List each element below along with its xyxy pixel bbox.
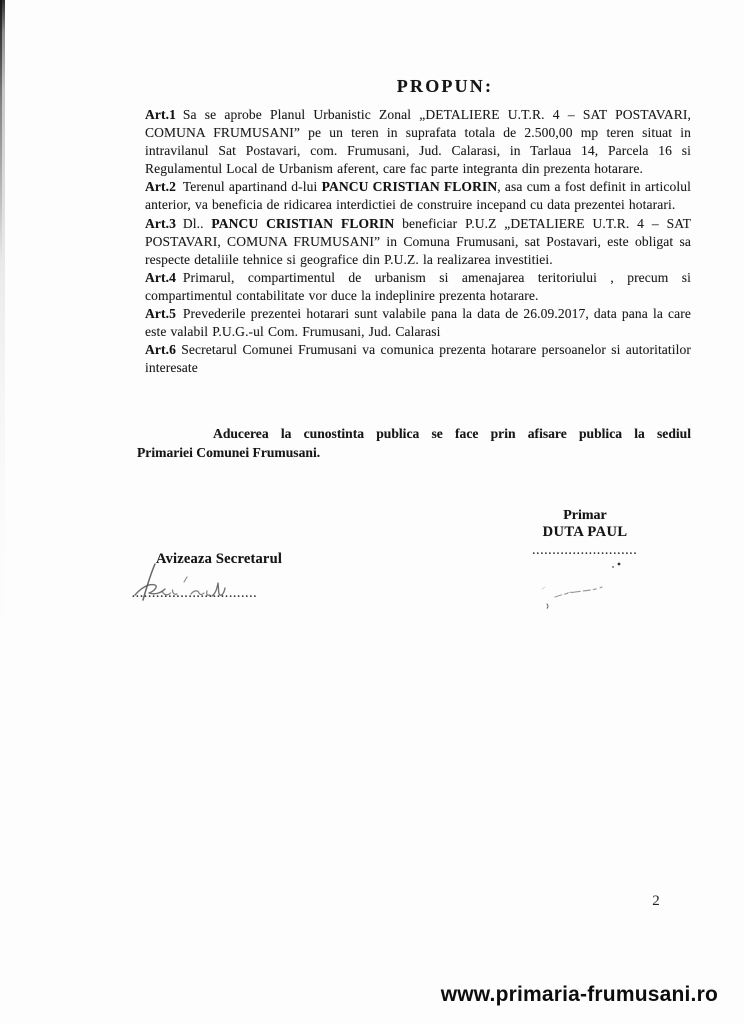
footer-url: www.primaria-frumusani.ro (440, 983, 718, 1006)
article-paragraph (145, 215, 691, 269)
article-bold-text: PANCU CRISTIAN FLORIN (211, 215, 395, 231)
announcement-line-1: Aducerea la cunostinta publica se face prin afisare publica la sediul (213, 426, 691, 441)
article-paragraph (145, 178, 691, 214)
article-paragraph (145, 269, 691, 305)
mayor-name: DUTA PAUL (542, 524, 628, 540)
article-bold-text: Art.5 (145, 306, 176, 322)
article-text: Prevederile prezentei hotarari sunt valabile pana la data de 26.09.2017, data pana la care este valabil P.U.G.-ul Com. Frumusani, Jud. Calarasi (145, 306, 691, 340)
article-text: Secretarul Comunei Frumusani va comunica prezenta hotarare persoanelor si autoritatilor interesate (145, 342, 691, 376)
article-text: Terenul apartinand d-lui (175, 179, 322, 195)
article-bold-text: Art.2 (145, 179, 176, 195)
article-paragraph (145, 305, 691, 341)
page-number: 2 (652, 893, 660, 909)
secretary-signature-icon (128, 560, 293, 605)
article-bold-text: Art.6 (145, 342, 176, 358)
article-text: beneficiar P.U.Z „DETALIERE U.T.R. 4 – SAT POSTAVARI, COMUNA FRUMUSANI” in Comuna Frumusani, sat Postavari, este obligat sa respecte detaliile tehnice si geografice din P.U.Z. la realizarea investitiei. (145, 215, 691, 267)
announcement-paragraph (137, 424, 691, 462)
article-paragraph (145, 341, 691, 377)
article-text: Dl.. (175, 215, 212, 231)
article-bold-text: PANCU CRISTIAN FLORIN (321, 179, 498, 195)
article-paragraph (145, 106, 691, 178)
scan-edge-artifact (0, 0, 5, 640)
articles-section (145, 106, 691, 377)
article-text: Primarul, compartimentul de urbanism si amenajarea teritoriului , precum si compartimentul contabilitate vor duce la indeplinire prezenta hotarare. (145, 269, 691, 303)
secretary-label: Avizeaza Secretarul (156, 551, 283, 567)
article-text: Sa se aprobe Planul Urbanistic Zonal „DETALIERE U.T.R. 4 – SAT POSTAVARI, COMUNA FRUMUSANI” pe un teren in suprafata totala de 2.500,00 mp teren situat in intravilanul Sat Postavari, com. Frumusani, Jud. Calarasi, in Tarlaua 14, Parcela 16 si Regulamentul Local de Urbanism aferent, care fac parte integranta din prezenta hotarare. (145, 107, 691, 177)
mayor-role-label: Primar (563, 508, 607, 523)
article-bold-text: Art.4 (145, 269, 176, 285)
scan-edge-artifact-dark (0, 0, 2, 260)
article-bold-text: Art.3 (145, 215, 176, 231)
article-bold-text: Art.1 (145, 107, 176, 122)
article-text: , asa cum a fost definit in articolul anterior, va beneficia de ridicarea interdictiei de construire incepand cu data prezentei hotarari. (145, 179, 691, 213)
mayor-signature-icon (515, 552, 665, 612)
mayor-dotted-line: .......................... (532, 545, 638, 557)
announcement-line-2: Primariei Comunei Frumusani. (137, 445, 321, 460)
document-title: PROPUN: (396, 76, 494, 96)
mayor-signature-block (505, 508, 665, 557)
secretary-dotted-line: ............................... (132, 588, 258, 600)
